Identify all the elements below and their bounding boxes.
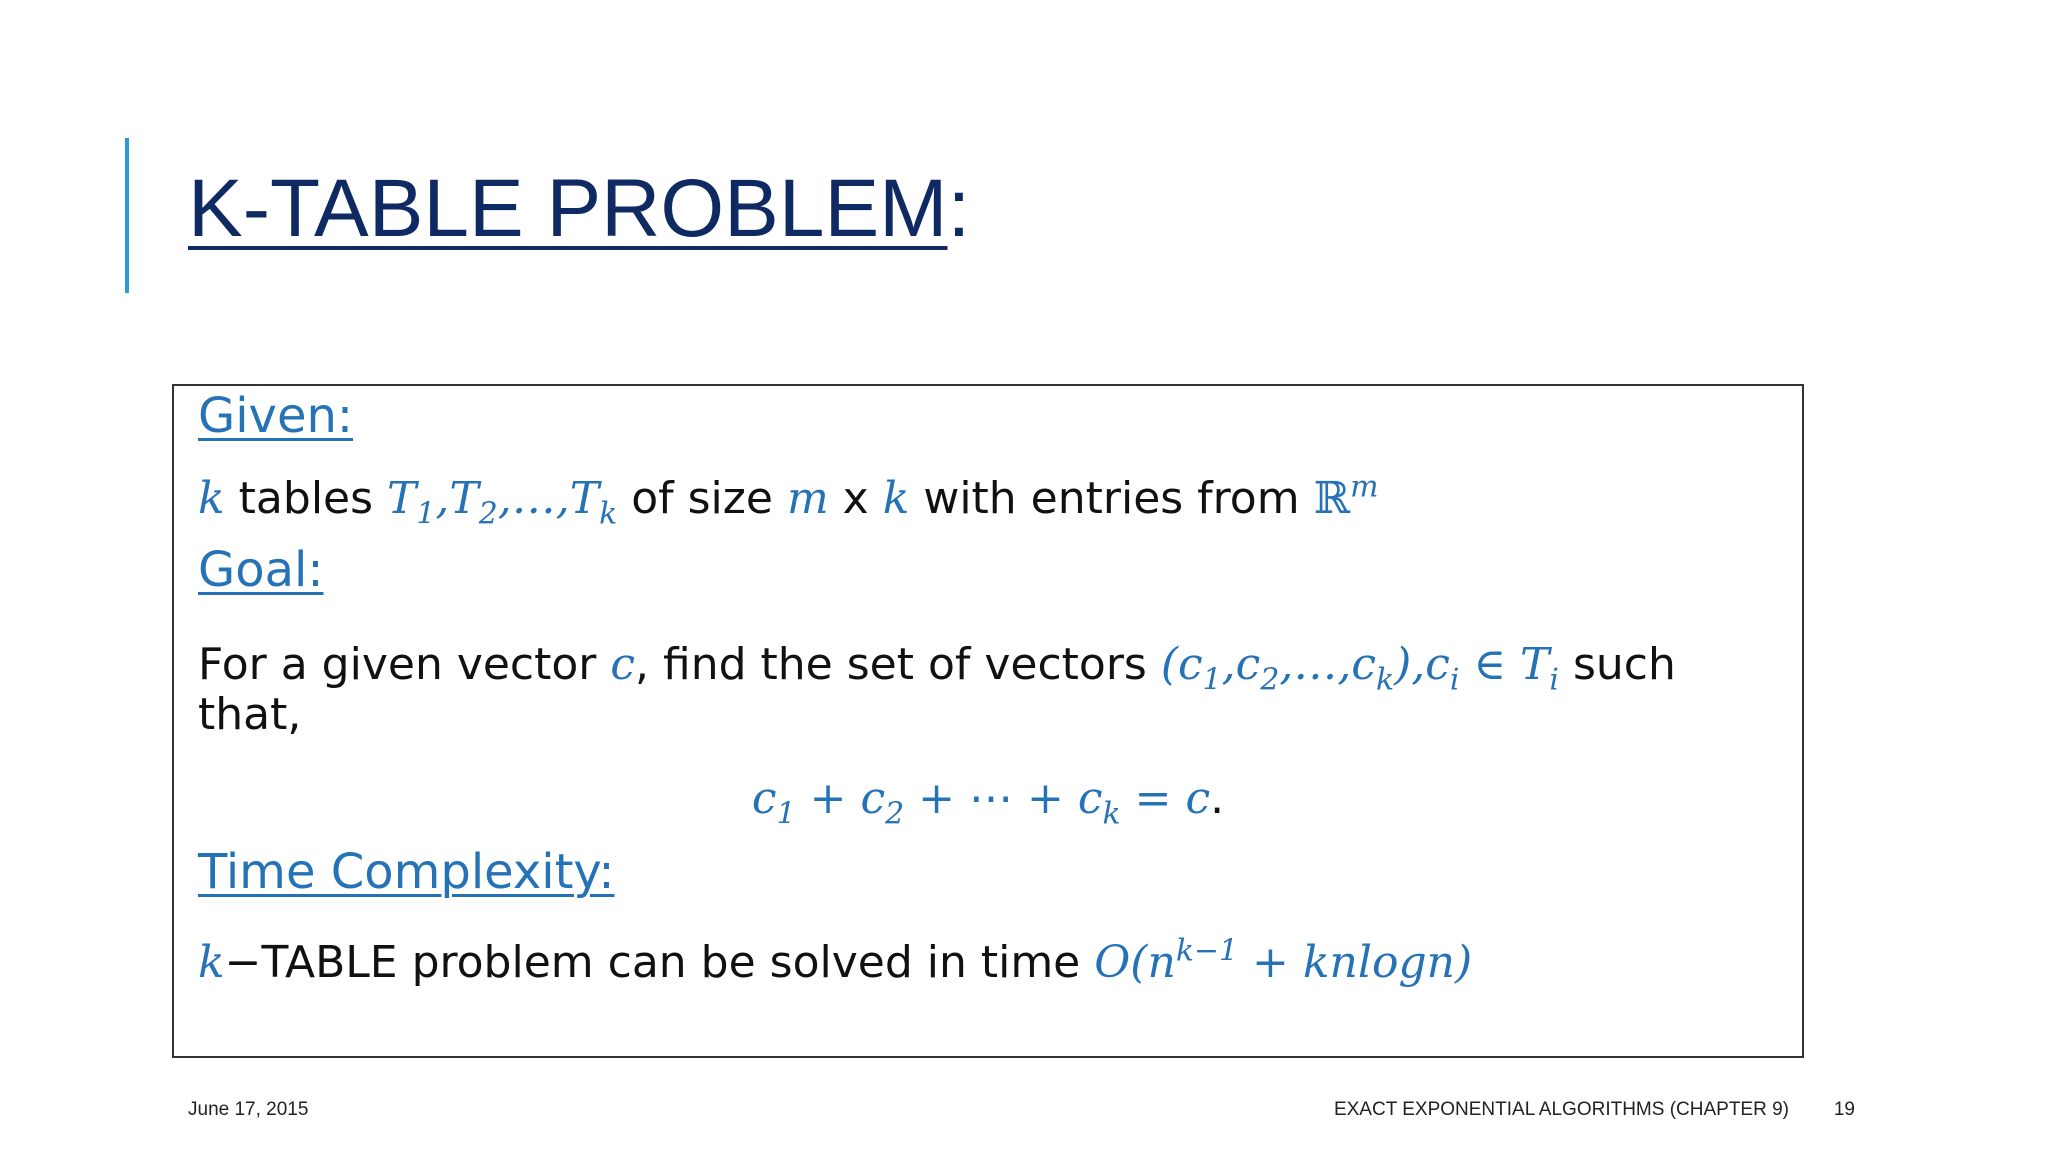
- given-line: [198, 469, 1379, 532]
- given-heading: Given:: [198, 388, 354, 444]
- math-complexity: $O(n^{k-1} + knlogn)$: [1094, 933, 1473, 988]
- goal-heading: Goal:: [198, 542, 324, 598]
- footer-date: June 17, 2015: [188, 1099, 309, 1120]
- time-complexity-heading: Time Complexity:: [198, 844, 615, 900]
- time-text: −TABLE problem can be solved in time: [224, 937, 1095, 988]
- problem-definition-box: [172, 384, 1804, 1058]
- footer-presentation-title: EXACT EXPONENTIAL ALGORITHMS (CHAPTER 9): [1333, 1099, 1789, 1120]
- math-reals: ℝ$^m$: [1313, 469, 1379, 524]
- time-complexity-line: [198, 933, 1473, 988]
- goal-text-for: For a given vector: [198, 639, 611, 690]
- slide-title-text: K-TABLE PROBLEM: [188, 163, 948, 254]
- slide-title-colon: :: [947, 163, 971, 254]
- title-accent-bar: [125, 138, 129, 293]
- given-text-size: of size: [617, 473, 787, 524]
- goal-text-find: , find the set of vectors: [635, 639, 1161, 690]
- given-text-entries: with entries from: [909, 473, 1314, 524]
- goal-line-2: that,: [198, 689, 302, 740]
- math-c: c: [610, 639, 636, 690]
- math-k: k: [198, 473, 225, 524]
- math-k-3: k: [198, 937, 225, 988]
- slide-title: [188, 163, 971, 254]
- footer-page-number: 19: [1833, 1099, 1855, 1120]
- math-k-2: k: [882, 473, 910, 524]
- math-m: m: [786, 473, 829, 524]
- given-text-x: x: [828, 473, 883, 524]
- given-text-tables: tables: [238, 473, 388, 524]
- math-tables-list: $T_1,T_2,\dots,T_k$: [387, 473, 618, 532]
- sum-equation: $c_1 + c_2$ + ⋯ + $c_k = c$.: [751, 773, 1225, 832]
- goal-text-such: such: [1558, 639, 1676, 690]
- goal-line-1: [198, 639, 1676, 698]
- math-tuple: $(c_1,c_2,\dots,c_k),c_i$ ∈ $T_i$: [1160, 639, 1559, 698]
